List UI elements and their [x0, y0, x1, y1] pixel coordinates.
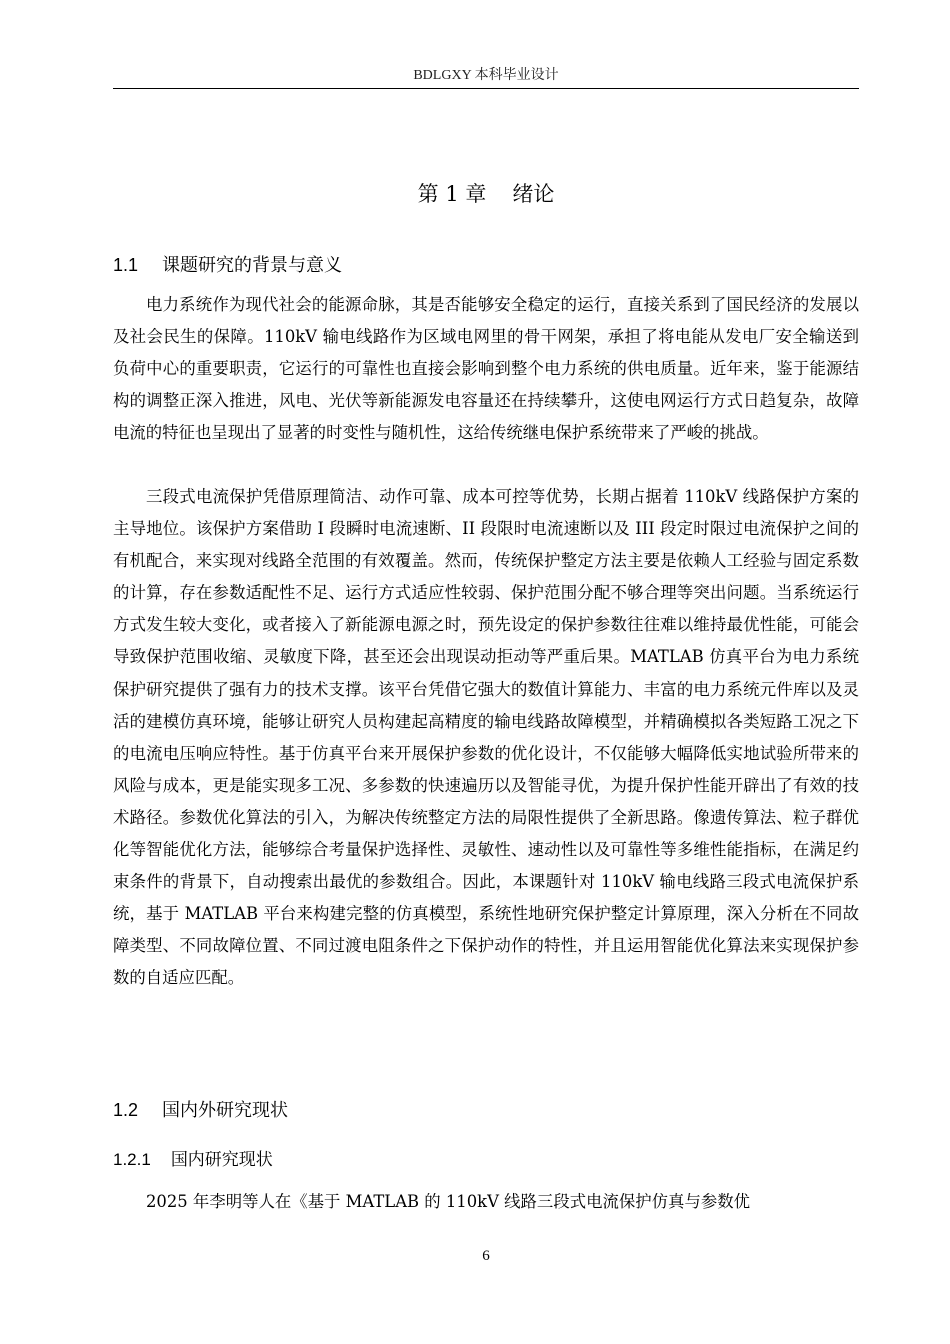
chapter-title	[113, 176, 859, 212]
section-number: 1.2	[113, 1100, 139, 1120]
body-paragraph: 2025 年李明等人在《基于 MATLAB 的 110kV 线路三段式电流保护仿真与参数优	[146, 1192, 751, 1211]
chapter-number: 第 1 章	[417, 182, 487, 206]
chapter-name: 绪论	[512, 182, 555, 206]
running-header: BDLGXY 本科毕业设计	[413, 68, 559, 83]
body-paragraph: 三段式电流保护凭借原理简洁、动作可靠、成本可控等优势，长期占据着 110kV 线路保护方案的主导地位。该保护方案借助 I 段瞬时电流速断、II 段限时电流速断以及 III 段定时限过电流保护之间的有机配合，来实现对线路全范围的有效覆盖。然而，传统保护整定方法主要是依赖人工经验与固定系数的计算，存在参数适配性不足、运行方式适应性较弱、保护范围分配不够合理等突出问题。当系统运行方式发生较大变化，或者接入了新能源电源之时，预先设定的保护参数往往难以维持最优性能，可能会导致保护范围收缩、灵敏度下降，甚至还会出现误动拒动等严重后果。MATLAB 仿真平台为电力系统保护研究提供了强有力的技术支撑。该平台凭借它强大的数值计算能力、丰富的电力系统元件库以及灵活的建模仿真环境，能够让研究人员构建起高精度的输电线路故障模型，并精确模拟各类短路工况之下的电流电压响应特性。基于仿真平台来开展保护参数的优化设计，不仅能够大幅降低实地试验所带来的风险与成本，更是能实现多工况、多参数的快速遍历以及智能寻优，为提升保护性能开辟出了有效的技术路径。参数优化算法的引入，为解决传统整定方法的局限性提供了全新思路。像遗传算法、粒子群优化等智能优化方法，能够综合考量保护选择性、灵敏性、速动性以及可靠性等多维性能指标，在满足约束条件的背景下，自动搜索出最优的参数组合。因此，本课题针对 110kV 输电线路三段式电流保护系统，基于 MATLAB 平台来构建完整的仿真模型，系统性地研究保护整定计算原理，深入分析在不同故障类型、不同故障位置、不同过渡电阻条件之下保护动作的特性，并且运用智能优化算法来实现保护参数的自适应匹配。	[113, 487, 859, 988]
body-paragraph: 电力系统作为现代社会的能源命脉，其是否能够安全稳定的运行，直接关系到了国民经济的发展以及社会民生的保障。110kV 输电线路作为区域电网里的骨干网架，承担了将电能从发电厂安全输送到负荷中心的重要职责，它运行的可靠性也直接会影响到整个电力系统的供电质量。近年来，鉴于能源结构的调整正深入推进，风电、光伏等新能源发电容量还在持续攀升，这使电网运行方式日趋复杂，故障电流的特征也呈现出了显著的时变性与随机性，这给传统继电保护系统带来了严峻的挑战。	[113, 295, 859, 443]
page-number: 6	[482, 1248, 490, 1264]
subsection-title: 国内研究现状	[170, 1150, 273, 1170]
subsection-heading-1-2-1	[113, 1144, 273, 1176]
section-title: 课题研究的背景与意义	[162, 255, 343, 276]
subsection-number: 1.2.1	[113, 1150, 151, 1169]
section-number: 1.1	[113, 255, 139, 275]
section-heading-1-1	[113, 249, 342, 282]
header-rule	[113, 88, 859, 89]
section-heading-1-2	[113, 1094, 288, 1127]
section-title: 国内外研究现状	[162, 1100, 289, 1121]
